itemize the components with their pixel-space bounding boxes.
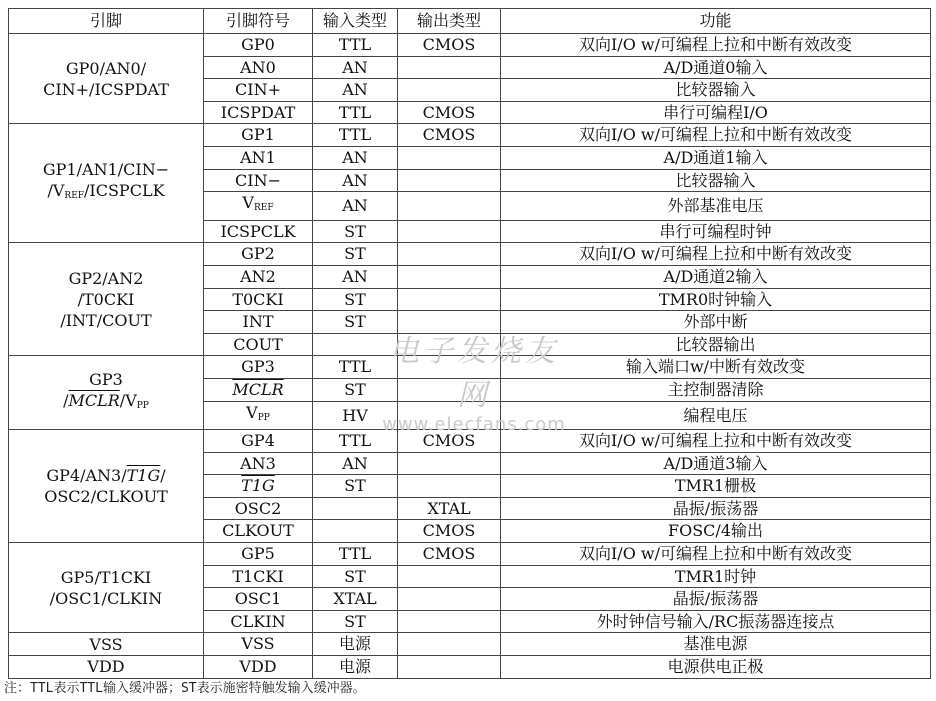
table-row: [9, 243, 931, 266]
watermark-text: 电子发烧友网: [389, 334, 559, 413]
pin-symbol-cell: INT: [204, 311, 313, 334]
input-type-cell: ST: [313, 475, 398, 498]
pin-symbol-cell: OSC1: [204, 588, 313, 611]
pin-symbol-cell: COUT: [204, 333, 313, 356]
function-cell: 双向I/O w/可编程上拉和中断有效改变: [501, 34, 931, 57]
output-type-cell: [398, 192, 501, 221]
function-cell: 电源供电正极: [501, 656, 931, 679]
header-function: 功能: [501, 9, 931, 34]
input-type-cell: 电源: [313, 656, 398, 679]
output-type-cell: [398, 401, 501, 430]
pin-symbol-cell: CIN−: [204, 169, 313, 192]
output-type-cell: [398, 356, 501, 379]
input-type-cell: [313, 497, 398, 520]
function-cell: 双向I/O w/可编程上拉和中断有效改变: [501, 124, 931, 147]
input-type-cell: TTL: [313, 543, 398, 566]
table-row: [9, 633, 931, 656]
output-type-cell: CMOS: [398, 124, 501, 147]
pin-symbol-cell: GP1: [204, 124, 313, 147]
pin-symbol-cell: T0CKI: [204, 288, 313, 311]
function-cell: TMR1栅极: [501, 475, 931, 498]
input-type-cell: ST: [313, 288, 398, 311]
function-cell: A/D通道2输入: [501, 265, 931, 288]
output-type-cell: [398, 656, 501, 679]
input-type-cell: AN: [313, 146, 398, 169]
output-type-cell: [398, 243, 501, 266]
input-type-cell: [313, 520, 398, 543]
pin-name-cell: GP0/AN0/ CIN+/ICSPDAT: [9, 34, 204, 124]
pin-symbol-cell: VDD: [204, 656, 313, 679]
header-pin: 引脚: [9, 9, 204, 34]
pin-symbol-cell: GP2: [204, 243, 313, 266]
pin-symbol-cell: CLKOUT: [204, 520, 313, 543]
pin-name-cell: GP4/AN3/T1G/ OSC2/CLKOUT: [9, 430, 204, 543]
pin-symbol-cell: T1CKI: [204, 565, 313, 588]
function-cell: 输入端口w/中断有效改变: [501, 356, 931, 379]
input-type-cell: AN: [313, 192, 398, 221]
input-type-cell: AN: [313, 56, 398, 79]
function-cell: 外时钟信号输入/RC振荡器连接点: [501, 610, 931, 633]
function-cell: 晶振/振荡器: [501, 588, 931, 611]
function-cell: 比较器输入: [501, 79, 931, 102]
input-type-cell: TTL: [313, 101, 398, 124]
output-type-cell: [398, 610, 501, 633]
output-type-cell: CMOS: [398, 520, 501, 543]
input-type-cell: TTL: [313, 356, 398, 379]
input-type-cell: AN: [313, 452, 398, 475]
pin-symbol-cell: VSS: [204, 633, 313, 656]
function-cell: 比较器输出: [501, 333, 931, 356]
input-type-cell: ST: [313, 565, 398, 588]
input-type-cell: AN: [313, 169, 398, 192]
input-type-cell: ST: [313, 220, 398, 243]
function-cell: TMR1时钟: [501, 565, 931, 588]
function-cell: 比较器输入: [501, 169, 931, 192]
output-type-cell: [398, 265, 501, 288]
output-type-cell: CMOS: [398, 543, 501, 566]
input-type-cell: ST: [313, 311, 398, 334]
output-type-cell: CMOS: [398, 34, 501, 57]
pin-name-cell: GP2/AN2 /T0CKI /INT/COUT: [9, 243, 204, 356]
output-type-cell: [398, 288, 501, 311]
function-cell: 外部中断: [501, 311, 931, 334]
pin-name-cell: VDD: [9, 656, 204, 679]
function-cell: A/D通道1输入: [501, 146, 931, 169]
input-type-cell: ST: [313, 243, 398, 266]
function-cell: 基准电源: [501, 633, 931, 656]
header-input-type: 输入类型: [313, 9, 398, 34]
output-type-cell: [398, 311, 501, 334]
output-type-cell: CMOS: [398, 101, 501, 124]
pin-symbol-cell: $V_{REF}$: [204, 192, 313, 221]
input-type-cell: ST: [313, 378, 398, 401]
pin-symbol-cell: ICSPDAT: [204, 101, 313, 124]
input-type-cell: HV: [313, 401, 398, 430]
table-row: [9, 656, 931, 679]
output-type-cell: [398, 333, 501, 356]
table-row: [9, 543, 931, 566]
output-type-cell: [398, 146, 501, 169]
output-type-cell: [398, 79, 501, 102]
input-type-cell: AN: [313, 265, 398, 288]
pin-symbol-cell: GP5: [204, 543, 313, 566]
pin-symbol-cell: AN3: [204, 452, 313, 475]
function-cell: A/D通道3输入: [501, 452, 931, 475]
pin-symbol-cell: T1G: [204, 475, 313, 498]
output-type-cell: [398, 56, 501, 79]
input-type-cell: TTL: [313, 124, 398, 147]
pin-symbol-cell: AN0: [204, 56, 313, 79]
output-type-cell: [398, 588, 501, 611]
pin-symbol-cell: GP3: [204, 356, 313, 379]
table-row: [9, 34, 931, 57]
pin-symbol-cell: GP0: [204, 34, 313, 57]
output-type-cell: [398, 169, 501, 192]
table-row: [9, 356, 931, 379]
input-type-cell: ST: [313, 610, 398, 633]
pin-name-cell: GP5/T1CKI /OSC1/CLKIN: [9, 543, 204, 633]
output-type-cell: [398, 378, 501, 401]
function-cell: A/D通道0输入: [501, 56, 931, 79]
output-type-cell: [398, 220, 501, 243]
function-cell: TMR0时钟输入: [501, 288, 931, 311]
output-type-cell: [398, 452, 501, 475]
function-cell: FOSC/4输出: [501, 520, 931, 543]
input-type-cell: TTL: [313, 34, 398, 57]
pin-symbol-cell: ICSPCLK: [204, 220, 313, 243]
pin-symbol-cell: OSC2: [204, 497, 313, 520]
function-cell: 编程电压: [501, 401, 931, 430]
pin-table-container: [8, 8, 930, 679]
pin-symbol-cell: CIN+: [204, 79, 313, 102]
table-header-row: [9, 9, 931, 34]
pin-name-cell: VSS: [9, 633, 204, 656]
input-type-cell: AN: [313, 79, 398, 102]
function-cell: 双向I/O w/可编程上拉和中断有效改变: [501, 243, 931, 266]
function-cell: 串行可编程I/O: [501, 101, 931, 124]
table-row: [9, 124, 931, 147]
pin-symbol-cell: AN1: [204, 146, 313, 169]
pin-function-table: [8, 8, 931, 679]
output-type-cell: [398, 565, 501, 588]
function-cell: 主控制器清除: [501, 378, 931, 401]
input-type-cell: XTAL: [313, 588, 398, 611]
pin-symbol-cell: CLKIN: [204, 610, 313, 633]
table-row: [9, 430, 931, 453]
footnote: 注：TTL表示TTL输入缓冲器；ST表示施密特触发输入缓冲器。: [4, 681, 366, 696]
function-cell: 双向I/O w/可编程上拉和中断有效改变: [501, 430, 931, 453]
input-type-cell: 电源: [313, 633, 398, 656]
function-cell: 外部基准电压: [501, 192, 931, 221]
input-type-cell: TTL: [313, 430, 398, 453]
header-output-type: 输出类型: [398, 9, 501, 34]
function-cell: 晶振/振荡器: [501, 497, 931, 520]
output-type-cell: XTAL: [398, 497, 501, 520]
input-type-cell: [313, 333, 398, 356]
pin-symbol-cell: $V_{PP}$: [204, 401, 313, 430]
pin-name-cell: GP3 $/MCLR/V_{PP}$: [9, 356, 204, 430]
pin-name-cell: GP1/AN1/CIN− $/V_{REF}$/ICSPCLK: [9, 124, 204, 243]
output-type-cell: [398, 633, 501, 656]
watermark-url: www.elecfans.com: [382, 414, 566, 435]
pin-symbol-cell: GP4: [204, 430, 313, 453]
pin-symbol-cell: AN2: [204, 265, 313, 288]
table-body: [9, 34, 931, 679]
header-symbol: 引脚符号: [204, 9, 313, 34]
output-type-cell: [398, 475, 501, 498]
function-cell: 双向I/O w/可编程上拉和中断有效改变: [501, 543, 931, 566]
function-cell: 串行可编程时钟: [501, 220, 931, 243]
output-type-cell: CMOS: [398, 430, 501, 453]
pin-symbol-cell: MCLR: [204, 378, 313, 401]
